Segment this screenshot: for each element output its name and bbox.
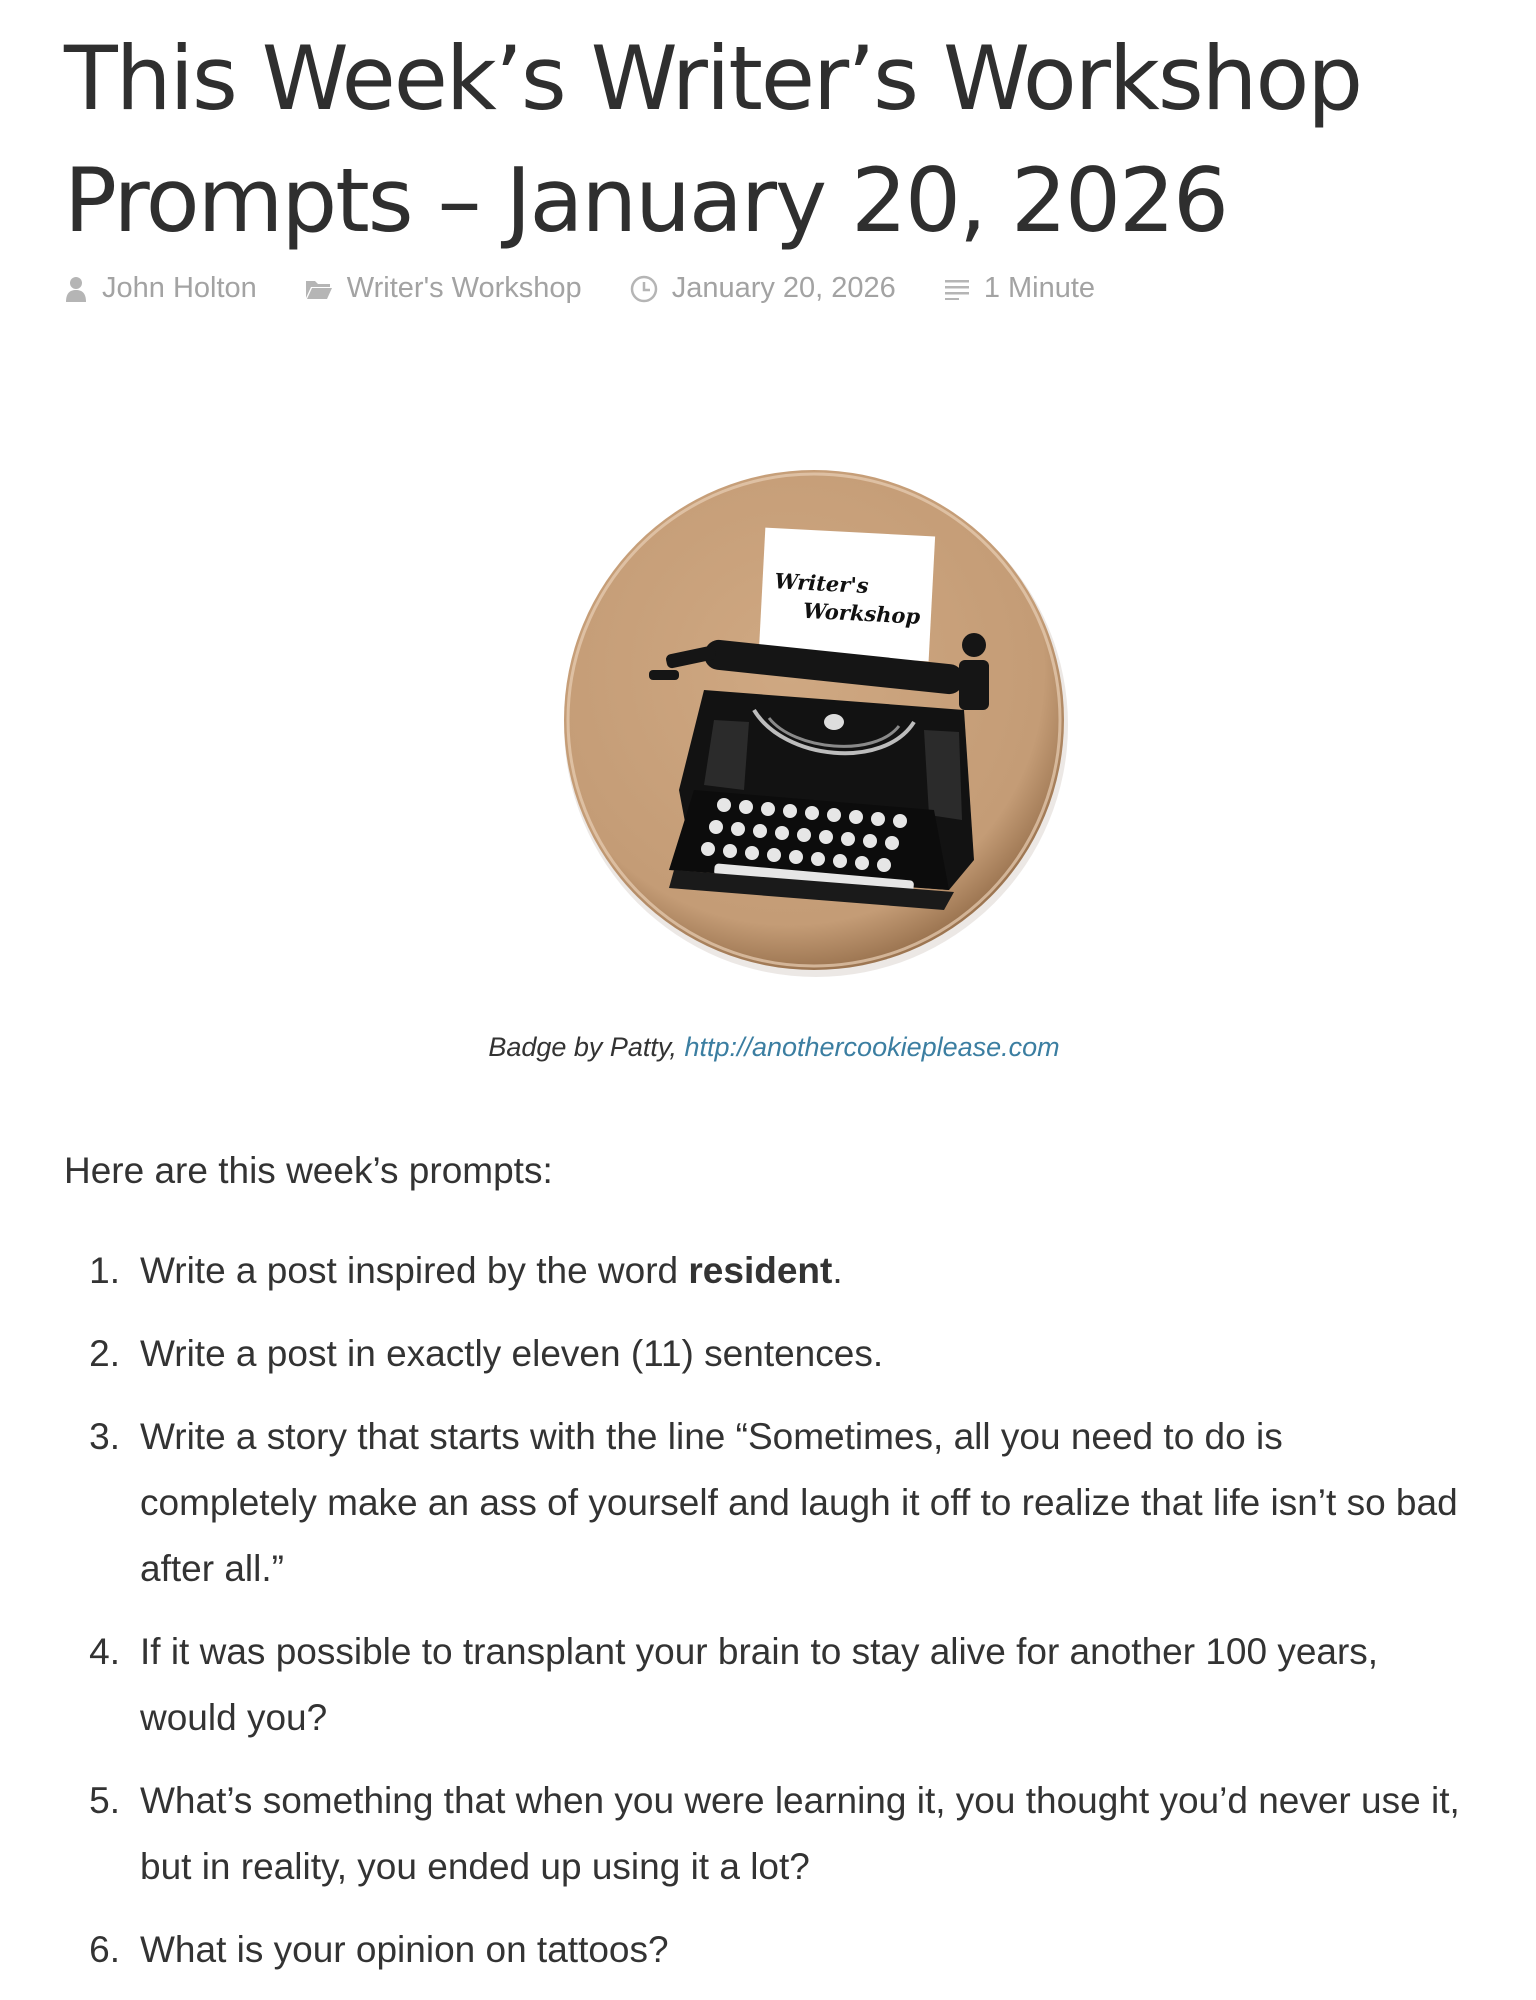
item-number: 4. <box>89 1631 120 1672</box>
list-item <box>64 1238 1464 1304</box>
post-date[interactable]: January 20, 2026 <box>671 272 896 304</box>
list-item <box>64 1917 1464 1983</box>
clock-icon <box>630 275 658 303</box>
list-item <box>64 1619 1464 1751</box>
user-icon <box>64 276 88 302</box>
item-text: Write a post inspired by the word <box>140 1250 689 1291</box>
list-item <box>64 1321 1464 1387</box>
item-text: Write a story that starts with the line “Sometimes, all you need to do is completely make an ass of yourself and laugh it off to realize that life isn’t so bad after all.” <box>140 1416 1458 1589</box>
item-text: If it was possible to transplant your brain to stay alive for another 100 years, would you? <box>140 1631 1379 1738</box>
folder-icon <box>305 278 333 300</box>
item-number: 1. <box>89 1250 120 1291</box>
badge-paper-line1: Writer's <box>773 568 870 599</box>
list-item <box>64 1768 1464 1900</box>
caption-link[interactable]: http://anothercookieplease.com <box>684 1032 1060 1062</box>
post-meta <box>64 272 1143 305</box>
category-meta[interactable] <box>305 272 582 305</box>
list-item <box>64 1404 1464 1602</box>
badge-caption <box>64 1032 1484 1063</box>
author-name[interactable]: John Holton <box>102 272 257 304</box>
item-number: 5. <box>89 1780 120 1821</box>
item-number: 3. <box>89 1416 120 1457</box>
post-article <box>64 0 1484 1970</box>
item-number: 6. <box>89 1929 120 1970</box>
item-text: Write a post in exactly eleven (11) sentences. <box>140 1333 884 1374</box>
item-text: What’s something that when you were learning it, you thought you’d never use it, but in reality, you ended up using it a lot? <box>140 1780 1460 1887</box>
category-name[interactable]: Writer's Workshop <box>346 272 582 304</box>
item-bold-word: resident <box>688 1250 833 1291</box>
item-text: What is your opinion on tattoos? <box>140 1929 669 1970</box>
badge-paper-line2: Workshop <box>802 597 921 629</box>
author-meta[interactable] <box>64 272 257 305</box>
post-title[interactable]: This Week’s Writer’s Workshop Prompts – January 20, 2026 <box>64 27 1362 252</box>
item-number: 2. <box>89 1333 120 1374</box>
item-text-end: . <box>832 1250 843 1291</box>
date-meta[interactable] <box>630 272 896 305</box>
prompts-intro: Here are this week’s prompts: <box>64 1150 553 1191</box>
lines-icon <box>944 278 970 300</box>
writers-workshop-badge-image <box>554 460 1074 980</box>
badge-figure <box>514 460 1114 980</box>
prompts-list <box>64 1238 1464 2000</box>
caption-text: Badge by Patty, <box>488 1032 685 1062</box>
read-time: 1 Minute <box>983 272 1096 304</box>
read-time-meta <box>944 272 1095 305</box>
